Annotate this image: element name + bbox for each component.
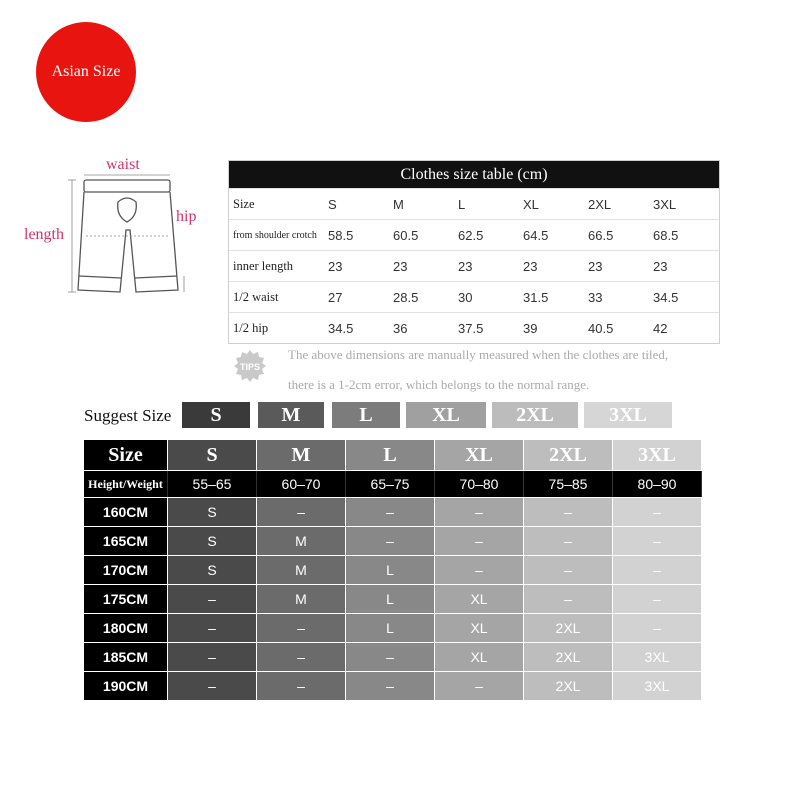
column-header: S — [328, 196, 337, 212]
asian-size-badge — [36, 22, 136, 122]
grid-cell: 2XL — [524, 643, 613, 671]
table-row — [229, 250, 719, 281]
grid-cell: – — [524, 527, 613, 555]
grid-cell: – — [257, 498, 346, 526]
table-cell: 23 — [653, 258, 668, 274]
grid-cell: – — [168, 672, 257, 700]
table-row — [229, 281, 719, 312]
grid-header-size: XL — [435, 440, 524, 470]
grid-cell: – — [346, 498, 435, 526]
badge-label: Asian Size — [51, 63, 121, 80]
grid-cell: – — [613, 585, 702, 613]
table-cell: 36 — [393, 320, 408, 336]
row-label: 1/2 waist — [233, 289, 279, 304]
grid-row — [84, 527, 702, 556]
table-cell: 42 — [653, 320, 668, 336]
grid-row-height: 170CM — [84, 556, 168, 584]
grid-header-size: 2XL — [524, 440, 613, 470]
table-header-row — [229, 188, 719, 219]
table-cell: 23 — [328, 258, 343, 274]
grid-weight-row — [84, 471, 702, 498]
grid-cell: – — [613, 614, 702, 642]
table-cell: 64.5 — [523, 227, 549, 243]
clothes-table-title: Clothes size table (cm) — [229, 161, 719, 188]
table-cell: 23 — [393, 258, 408, 274]
weight-range: 55–65 — [168, 471, 257, 497]
suggest-size-text: 2XL — [516, 403, 554, 426]
grid-cell: – — [168, 643, 257, 671]
grid-header-size: L — [346, 440, 435, 470]
table-cell: 37.5 — [458, 320, 484, 336]
grid-cell: 3XL — [613, 672, 702, 700]
waist-label: waist — [106, 156, 140, 173]
suggest-size-text: L — [359, 403, 373, 426]
grid-cell: 2XL — [524, 672, 613, 700]
row-label: inner length — [233, 258, 294, 273]
table-cell: 23 — [588, 258, 603, 274]
suggest-size-text: S — [210, 403, 222, 426]
table-cell: 28.5 — [393, 289, 419, 305]
grid-row — [84, 556, 702, 585]
grid-cell: – — [613, 498, 702, 526]
suggest-size-label: Suggest Size — [84, 406, 172, 425]
grid-cell: – — [435, 556, 524, 584]
column-header: Size — [233, 196, 255, 211]
grid-row — [84, 643, 702, 672]
grid-header-size: 3XL — [613, 440, 702, 470]
row-label: 1/2 hip — [233, 320, 269, 335]
suggest-size-m — [258, 402, 324, 428]
grid-cell: S — [168, 556, 257, 584]
length-label: length — [24, 226, 64, 243]
grid-cell: XL — [435, 614, 524, 642]
tips-line-2: there is a 1-2cm error, which belongs to the normal range. — [288, 377, 590, 392]
column-header: 2XL — [588, 196, 612, 212]
weight-range: 80–90 — [613, 471, 702, 497]
weights-label: Height/Weight — [84, 471, 168, 497]
column-header: L — [458, 196, 466, 212]
grid-cell: – — [346, 527, 435, 555]
suggest-size-l — [332, 402, 400, 428]
column-header: M — [393, 196, 404, 212]
table-cell: 33 — [588, 289, 603, 305]
table-cell: 34.5 — [653, 289, 679, 305]
grid-cell: – — [257, 672, 346, 700]
grid-row-height: 180CM — [84, 614, 168, 642]
grid-cell: – — [524, 498, 613, 526]
shorts-diagram — [20, 150, 230, 310]
grid-header-label: Size — [84, 440, 168, 470]
weight-range: 65–75 — [346, 471, 435, 497]
height-weight-size-grid — [84, 440, 702, 701]
weight-range: 70–80 — [435, 471, 524, 497]
grid-row-height: 185CM — [84, 643, 168, 671]
grid-cell: – — [346, 672, 435, 700]
column-header: XL — [523, 196, 539, 212]
grid-header-row — [84, 440, 702, 471]
grid-body — [84, 498, 702, 701]
grid-cell: L — [346, 614, 435, 642]
column-header: 3XL — [653, 196, 677, 212]
hip-label: hip — [176, 208, 197, 225]
grid-cell: L — [346, 556, 435, 584]
tips-icon-label: TIPS — [239, 362, 261, 372]
table-cell: 60.5 — [393, 227, 419, 243]
grid-cell: – — [346, 643, 435, 671]
grid-cell: M — [257, 556, 346, 584]
grid-cell: – — [524, 556, 613, 584]
suggest-size-s — [182, 402, 250, 428]
grid-cell: – — [613, 556, 702, 584]
grid-cell: M — [257, 527, 346, 555]
grid-cell: M — [257, 585, 346, 613]
grid-cell: – — [435, 498, 524, 526]
grid-header-size: M — [257, 440, 346, 470]
shorts-outline-icon — [68, 172, 208, 302]
weight-range: 75–85 — [524, 471, 613, 497]
suggest-size-text: M — [281, 403, 301, 426]
grid-header-size: S — [168, 440, 257, 470]
table-cell: 39 — [523, 320, 538, 336]
grid-cell: – — [168, 585, 257, 613]
grid-row-height: 190CM — [84, 672, 168, 700]
table-cell: 31.5 — [523, 289, 549, 305]
suggest-size-xl — [406, 402, 486, 428]
grid-row-height: 160CM — [84, 498, 168, 526]
grid-cell: – — [168, 614, 257, 642]
grid-cell: – — [613, 527, 702, 555]
grid-row — [84, 585, 702, 614]
grid-cell: 3XL — [613, 643, 702, 671]
grid-cell: – — [435, 527, 524, 555]
row-label: from shoulder crotch — [233, 229, 317, 241]
table-cell: 30 — [458, 289, 473, 305]
grid-cell: XL — [435, 643, 524, 671]
grid-row-height: 165CM — [84, 527, 168, 555]
grid-cell: – — [435, 672, 524, 700]
grid-cell: S — [168, 498, 257, 526]
table-cell: 66.5 — [588, 227, 614, 243]
grid-row — [84, 498, 702, 527]
table-cell: 34.5 — [328, 320, 354, 336]
grid-cell: S — [168, 527, 257, 555]
table-cell: 23 — [523, 258, 538, 274]
suggest-size-2xl — [492, 402, 578, 428]
grid-cell: 2XL — [524, 614, 613, 642]
suggest-size-text: 3XL — [609, 403, 647, 426]
table-cell: 27 — [328, 289, 343, 305]
clothes-size-table — [228, 160, 720, 344]
grid-row — [84, 614, 702, 643]
grid-row-height: 175CM — [84, 585, 168, 613]
suggest-size-text: XL — [432, 403, 460, 426]
table-cell: 68.5 — [653, 227, 679, 243]
table-row — [229, 312, 719, 343]
tips-line-1: The above dimensions are manually measured when the clothes are tiled, — [288, 347, 669, 362]
table-row — [229, 219, 719, 250]
suggest-size-3xl — [584, 402, 672, 428]
grid-cell: L — [346, 585, 435, 613]
grid-cell: – — [257, 614, 346, 642]
grid-row — [84, 672, 702, 701]
table-cell: 40.5 — [588, 320, 614, 336]
grid-cell: – — [524, 585, 613, 613]
grid-cell: XL — [435, 585, 524, 613]
table-cell: 58.5 — [328, 227, 354, 243]
grid-cell: – — [257, 643, 346, 671]
tips-icon — [232, 348, 268, 384]
table-cell: 23 — [458, 258, 473, 274]
weight-range: 60–70 — [257, 471, 346, 497]
table-cell: 62.5 — [458, 227, 484, 243]
